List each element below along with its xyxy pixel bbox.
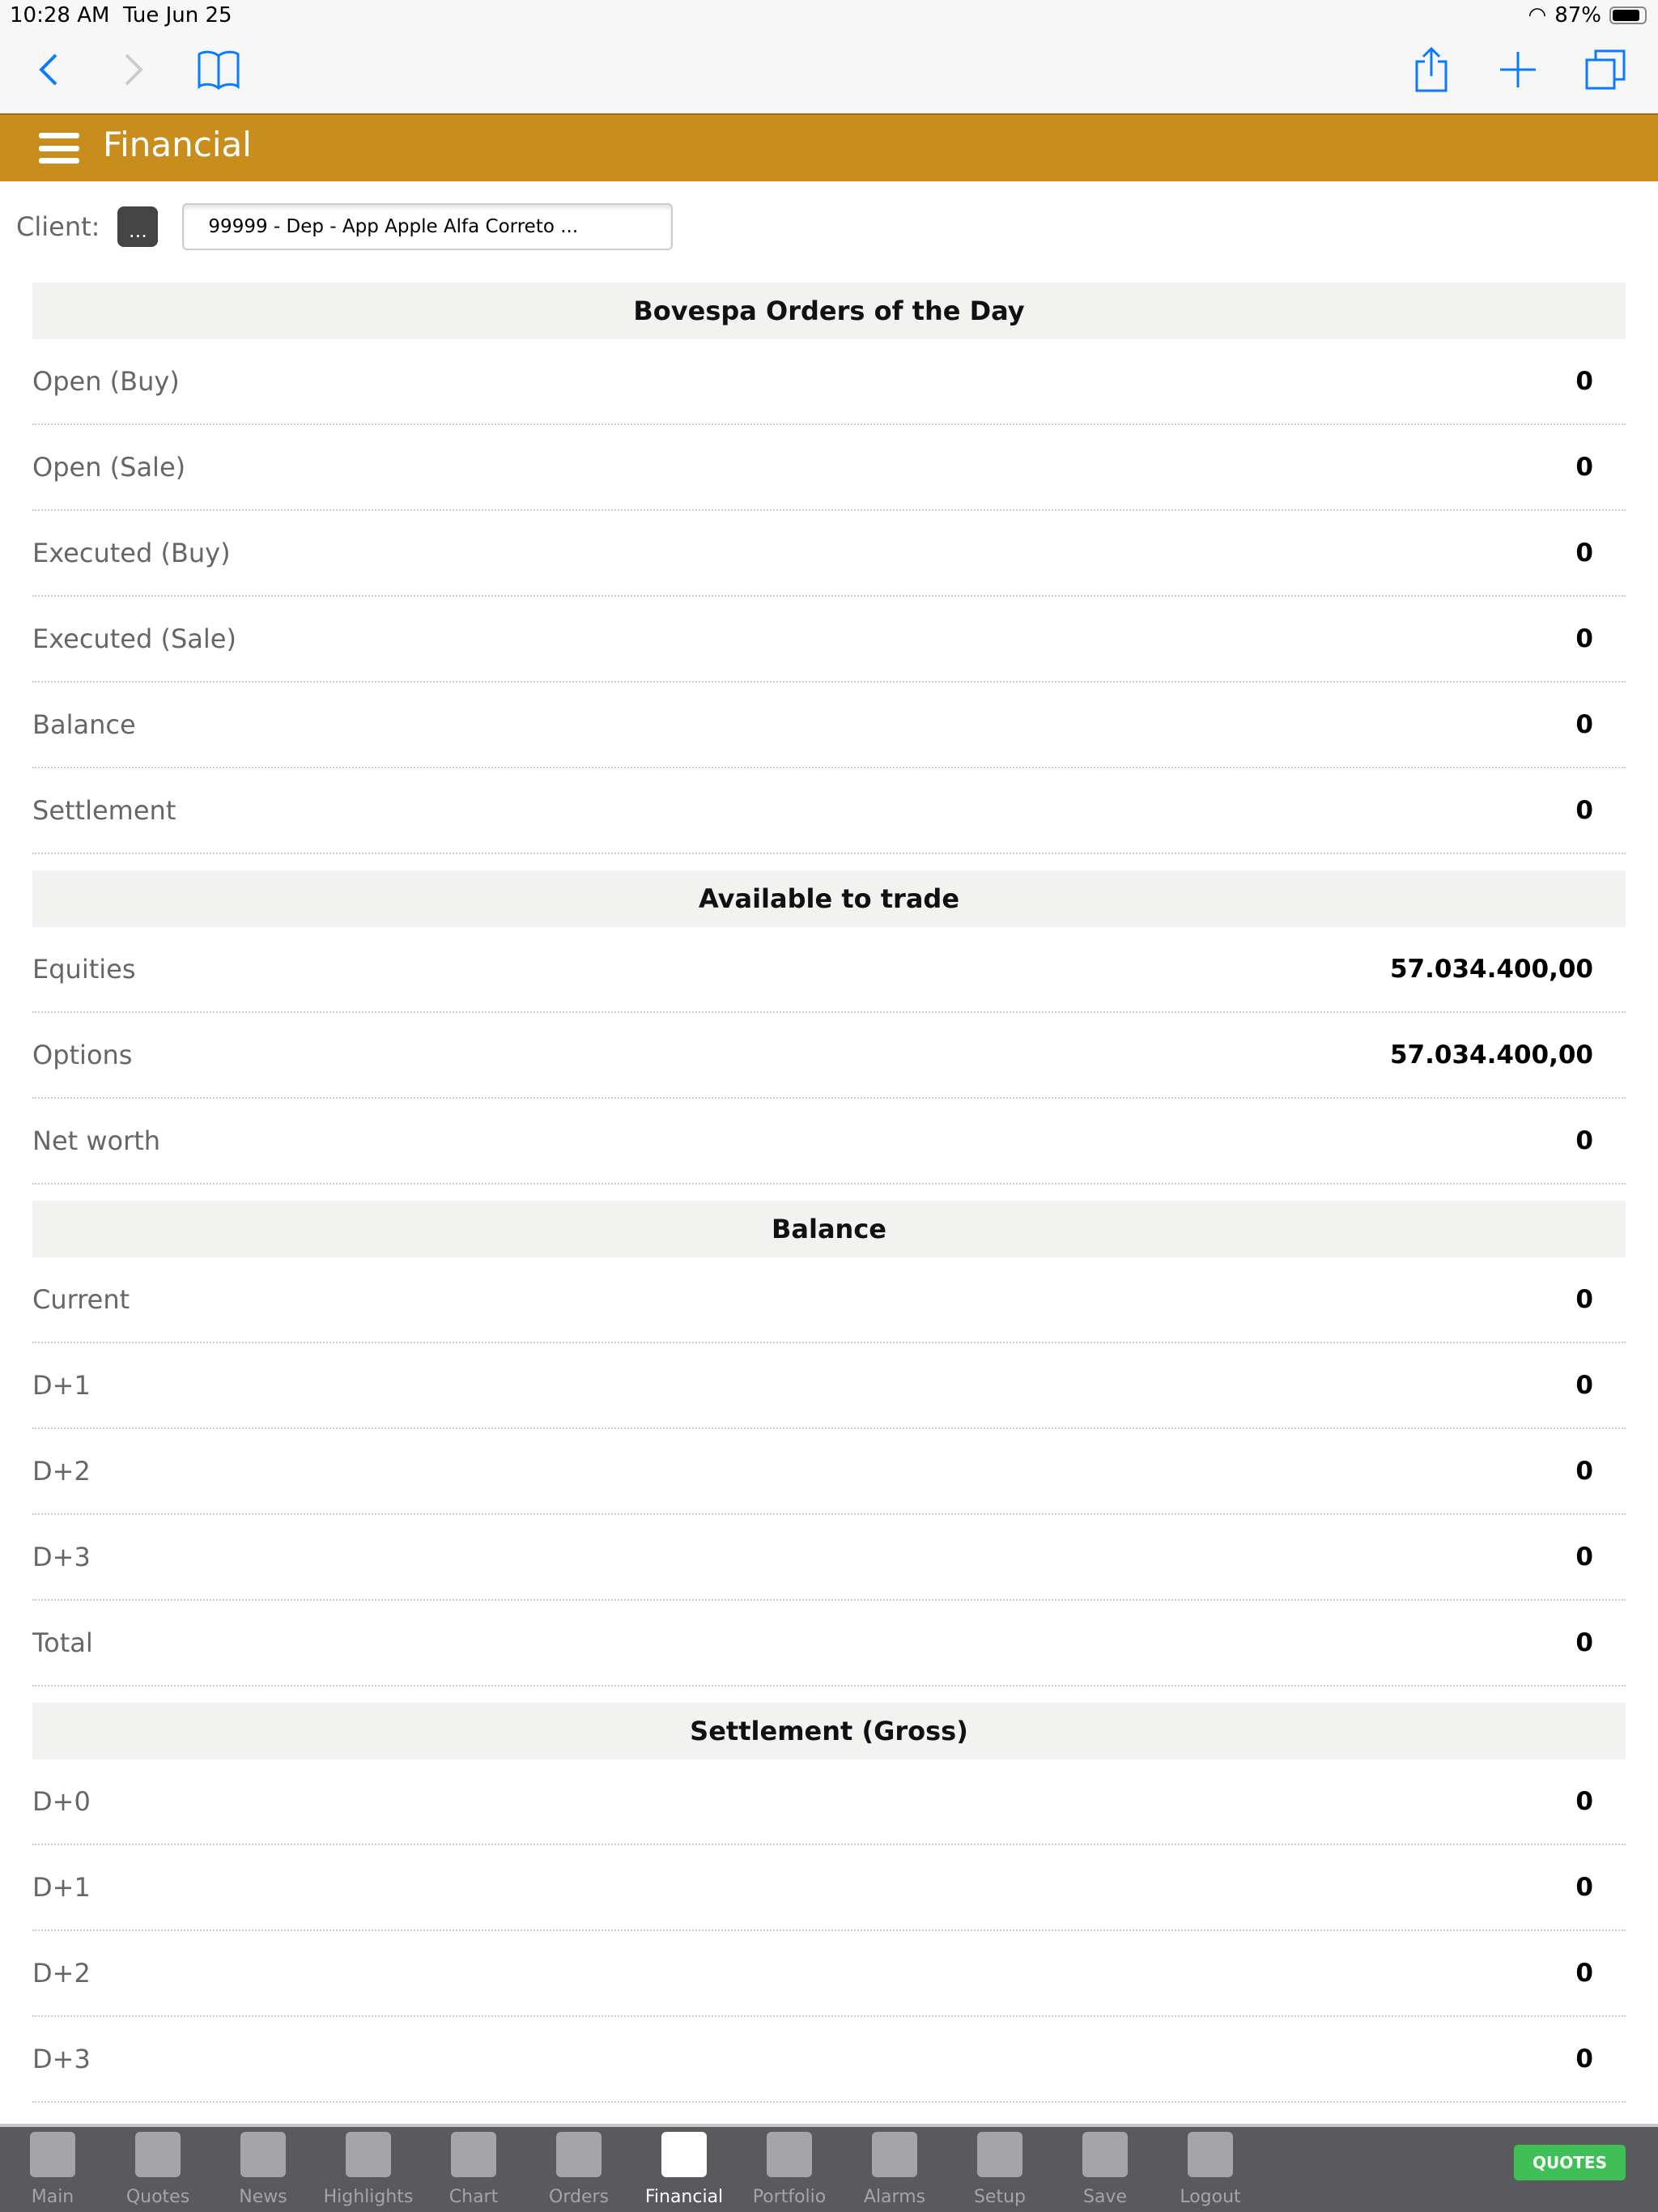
tab-alarms[interactable] <box>846 2130 943 2211</box>
bottom-tab-bar <box>0 2124 1658 2212</box>
section-gap <box>32 854 1626 870</box>
row-label: Net worth <box>32 1125 161 1156</box>
tab-save[interactable] <box>1056 2130 1154 2211</box>
table-row <box>32 597 1626 683</box>
section-title: Settlement (Gross) <box>690 1716 968 1746</box>
row-label: D+0 <box>32 1786 91 1817</box>
wifi-icon: ◠ <box>1528 3 1547 28</box>
table-row <box>32 2017 1626 2103</box>
table-row <box>32 1759 1626 1845</box>
table-row <box>32 1845 1626 1931</box>
row-value: 0 <box>1575 1126 1593 1155</box>
row-label: D+1 <box>32 1370 91 1401</box>
tab-quotes[interactable] <box>109 2130 206 2211</box>
row-value: 0 <box>1575 1285 1593 1314</box>
tab-portfolio[interactable] <box>741 2130 838 2211</box>
logout-icon <box>1188 2132 1233 2177</box>
row-label: Settlement <box>32 795 176 826</box>
quotes-icon <box>135 2132 181 2177</box>
tab-logout[interactable] <box>1162 2130 1259 2211</box>
row-value: 0 <box>1575 1787 1593 1816</box>
tab-financial[interactable] <box>636 2130 733 2211</box>
row-value: 0 <box>1575 538 1593 568</box>
row-value: 0 <box>1575 624 1593 653</box>
row-label: Executed (Sale) <box>32 623 236 654</box>
share-icon[interactable] <box>1407 45 1456 94</box>
row-label: Open (Buy) <box>32 366 180 397</box>
tab-label: Chart <box>449 2187 499 2207</box>
tab-chart[interactable] <box>425 2130 522 2211</box>
table-row <box>32 1099 1626 1185</box>
orders-icon <box>556 2132 602 2177</box>
new-tab-icon[interactable] <box>1494 45 1542 94</box>
table-row <box>32 1601 1626 1687</box>
table-row <box>32 1931 1626 2017</box>
battery-icon <box>1609 6 1647 24</box>
tab-label: Setup <box>973 2187 1027 2207</box>
section-header <box>32 870 1626 927</box>
tab-news[interactable] <box>215 2130 312 2211</box>
row-label: D+2 <box>32 1958 91 1989</box>
section-header <box>32 1201 1626 1257</box>
table-row <box>32 1429 1626 1515</box>
row-label: Executed (Buy) <box>32 538 231 568</box>
alarms-icon <box>872 2132 917 2177</box>
row-label: D+3 <box>32 1542 91 1572</box>
row-value: 0 <box>1575 2044 1593 2074</box>
battery-percent: 87% <box>1554 3 1601 28</box>
tab-label: Alarms <box>863 2187 926 2207</box>
row-value: 0 <box>1575 1873 1593 1902</box>
menu-icon[interactable] <box>39 133 79 164</box>
row-label: Open (Sale) <box>32 452 186 483</box>
status-time: 10:28 AM Tue Jun 25 <box>10 3 232 28</box>
row-label: Total <box>32 1627 93 1658</box>
row-label: Equities <box>32 954 136 985</box>
client-selector <box>16 202 673 251</box>
tabs-icon[interactable] <box>1581 45 1630 94</box>
table-row <box>32 1515 1626 1601</box>
tab-main[interactable] <box>4 2130 101 2211</box>
page-title: Financial <box>103 125 252 164</box>
section-header <box>32 1703 1626 1759</box>
row-label: Balance <box>32 709 136 740</box>
tab-label: Orders <box>549 2187 609 2207</box>
tab-label: Main <box>31 2187 74 2207</box>
row-value: 0 <box>1575 1371 1593 1400</box>
tab-label: Portfolio <box>752 2187 827 2207</box>
save-icon <box>1082 2132 1128 2177</box>
row-value: 0 <box>1575 1628 1593 1657</box>
client-field[interactable]: 99999 - Dep - App Apple Alfa Correto ... <box>182 203 673 250</box>
highlights-icon <box>346 2132 391 2177</box>
financial-icon <box>661 2132 707 2177</box>
row-value: 0 <box>1575 796 1593 825</box>
row-value: 0 <box>1575 453 1593 482</box>
forward-button[interactable] <box>109 45 158 94</box>
tab-label: News <box>239 2187 287 2207</box>
section-title: Bovespa Orders of the Day <box>633 296 1025 326</box>
row-value: 0 <box>1575 710 1593 739</box>
section-gap <box>32 1185 1626 1201</box>
status-right <box>1528 3 1647 28</box>
section-gap <box>32 1687 1626 1703</box>
table-row <box>32 927 1626 1013</box>
app-header <box>0 113 1658 181</box>
quotes-button[interactable]: QUOTES <box>1514 2145 1626 2180</box>
section-title: Available to trade <box>698 883 960 914</box>
table-row <box>32 511 1626 597</box>
tab-label: Highlights <box>323 2187 414 2207</box>
row-label: D+3 <box>32 2044 91 2074</box>
tab-setup[interactable] <box>951 2130 1048 2211</box>
table-row <box>32 1257 1626 1343</box>
bookmarks-icon[interactable] <box>194 45 243 94</box>
tab-highlights[interactable] <box>320 2130 417 2211</box>
section-header <box>32 283 1626 339</box>
row-label: Options <box>32 1040 133 1070</box>
row-value: 0 <box>1575 1542 1593 1572</box>
client-label: Client: <box>16 211 100 242</box>
row-value: 0 <box>1575 1457 1593 1486</box>
table-row <box>32 683 1626 768</box>
chart-icon <box>451 2132 496 2177</box>
section-title: Balance <box>772 1214 886 1244</box>
setup-icon <box>977 2132 1022 2177</box>
table-row <box>32 1013 1626 1099</box>
main-icon <box>30 2132 75 2177</box>
row-value: 57.034.400,00 <box>1389 955 1593 984</box>
tab-label: Financial <box>644 2187 724 2207</box>
browser-chrome <box>0 0 1658 113</box>
row-label: D+2 <box>32 1456 91 1487</box>
row-label: Current <box>32 1284 130 1315</box>
tab-label: Save <box>1082 2187 1127 2207</box>
tab-label: Logout <box>1180 2187 1241 2207</box>
portfolio-icon <box>767 2132 812 2177</box>
tab-label: Quotes <box>125 2187 190 2207</box>
news-icon <box>240 2132 286 2177</box>
row-value: 0 <box>1575 367 1593 396</box>
row-value: 0 <box>1575 1959 1593 1988</box>
table-row <box>32 339 1626 425</box>
table-row <box>32 425 1626 511</box>
tab-orders[interactable] <box>530 2130 627 2211</box>
row-value: 57.034.400,00 <box>1389 1040 1593 1070</box>
table-row <box>32 1343 1626 1429</box>
row-label: D+1 <box>32 1872 91 1903</box>
financial-content <box>32 283 1626 2103</box>
back-button[interactable] <box>24 45 73 94</box>
client-picker-button[interactable]: ... <box>117 206 158 247</box>
table-row <box>32 768 1626 854</box>
